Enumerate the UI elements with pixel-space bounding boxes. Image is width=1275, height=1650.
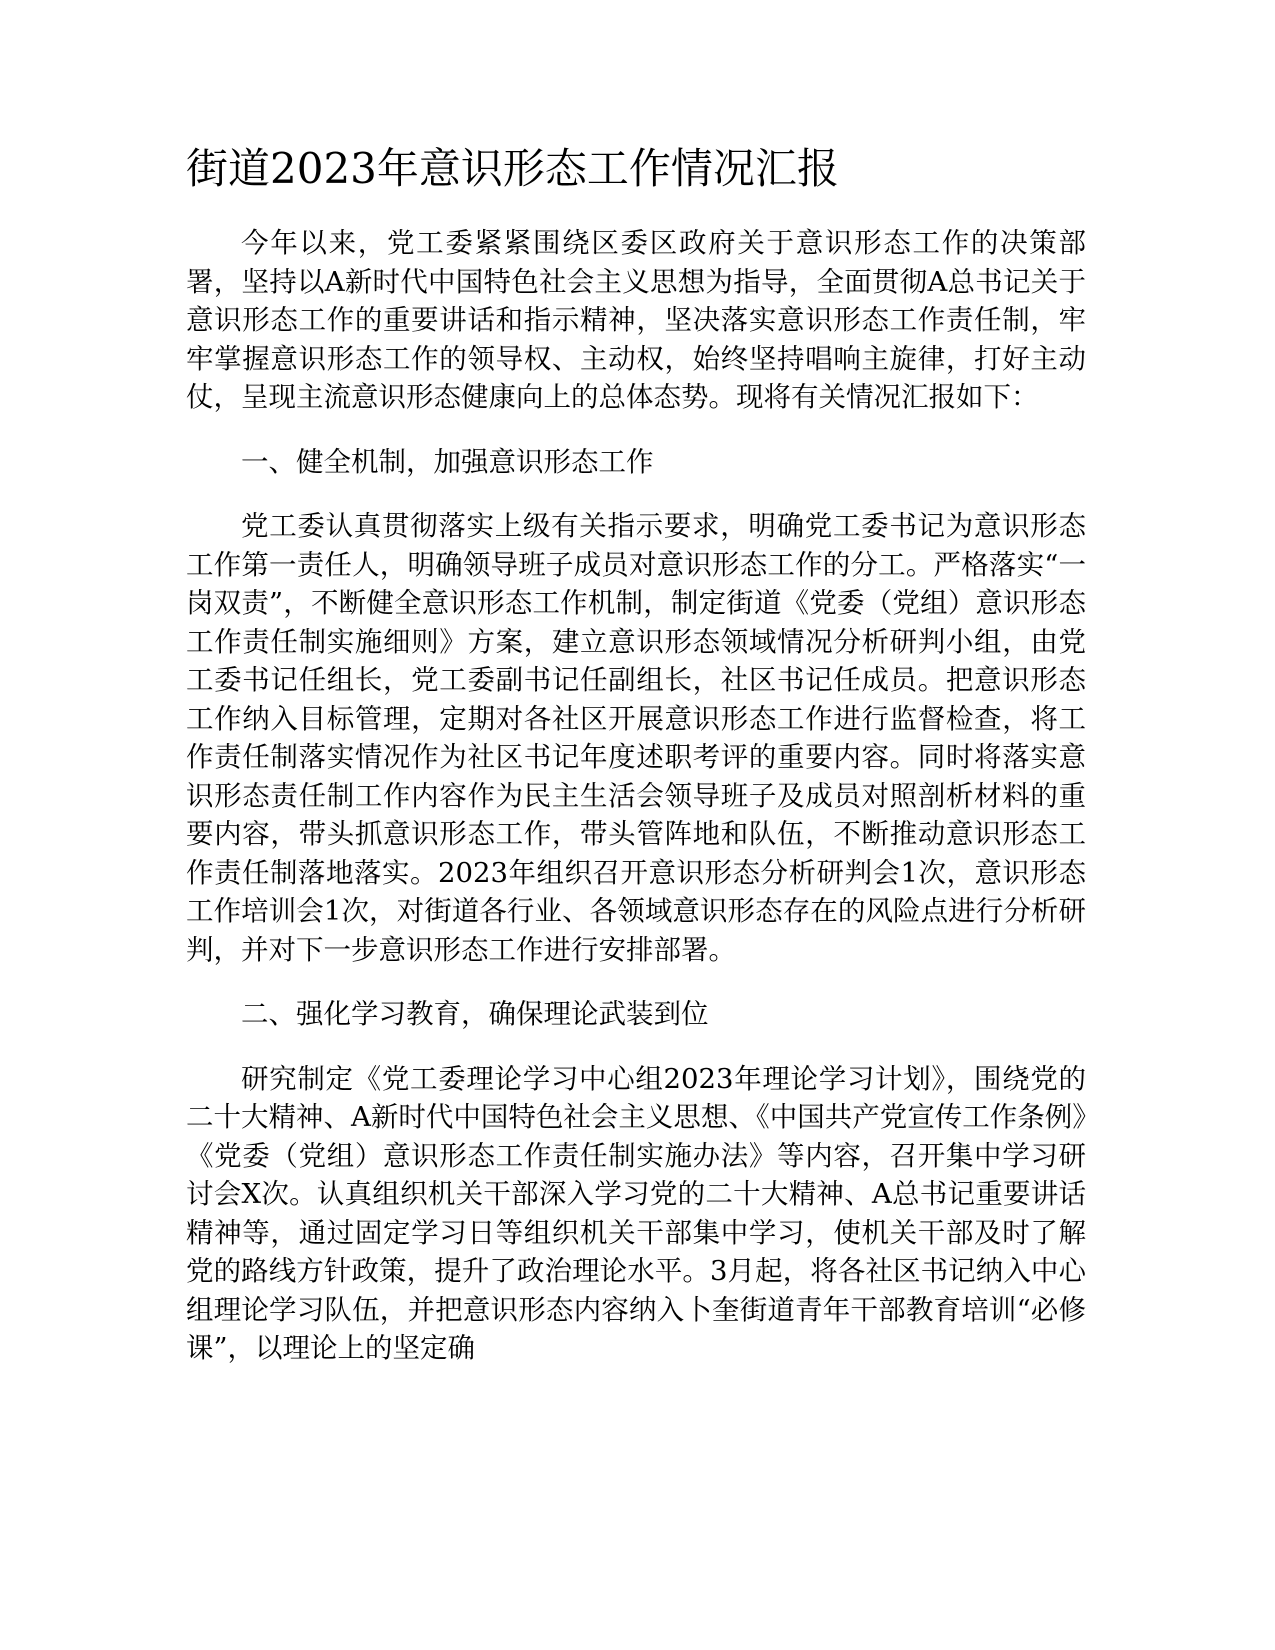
section-2-heading: 二、强化学习教育，确保理论武装到位 xyxy=(241,998,709,1030)
document-title: 街道2023年意识形态工作情况汇报 xyxy=(186,144,839,193)
section-1-paragraph: 党工委认真贯彻落实上级有关指示要求，明确党工委书记为意识形态工作第一责任人，明确领导班子成员对意识形态工作的分工。严格落实“一岗双责”，不断健全意识形态工作机制，制定街道《党委（党组）意识形态工作责任制实施细则》方案，建立意识形态领域情况分析研判小组，由党工委书记任组长，党工委副书记任副组长，社区书记任成员。把意识形态工作纳入目标管理，定期对各社区开展意识形态工作进行监督检查，将工作责任制落实情况作为社区书记年度述职考评的重要内容。同时将落实意识形态责任制工作内容作为民主生活会领导班子及成员对照剖析材料的重要内容，带头抓意识形态工作，带头管阵地和队伍，不断推动意识形态工作责任制落地落实。2023年组织召开意识形态分析研判会1次，意识形态工作培训会1次，对街道各行业、各领域意识形态存在的风险点进行分析研判，并对下一步意识形态工作进行安排部署。 xyxy=(186,510,1086,966)
document-page xyxy=(186,140,1086,1394)
intro-paragraph: 今年以来，党工委紧紧围绕区委区政府关于意识形态工作的决策部署，坚持以A新时代中国特色社会主义思想为指导，全面贯彻A总书记关于意识形态工作的重要讲话和指示精神，坚决落实意识形态工作责任制，牢牢掌握意识形态工作的领导权、主动权，始终坚持唱响主旋律，打好主动仗，呈现主流意识形态健康向上的总体态势。现将有关情况汇报如下： xyxy=(186,227,1086,413)
section-2-paragraph: 研究制定《党工委理论学习中心组2023年理论学习计划》，围绕党的二十大精神、A新时代中国特色社会主义思想、《中国共产党宣传工作条例》《党委（党组）意识形态工作责任制实施办法》等内容，召开集中学习研讨会X次。认真组织机关干部深入学习党的二十大精神、A总书记重要讲话精神等，通过固定学习日等组织机关干部集中学习，使机关干部及时了解党的路线方针政策，提升了政治理论水平。3月起，将各社区书记纳入中心组理论学习队伍，并把意识形态内容纳入卜奎街道青年干部教育培训“必修课”，以理论上的坚定确 xyxy=(186,1062,1086,1364)
section-1-heading: 一、健全机制，加强意识形态工作 xyxy=(241,445,654,478)
